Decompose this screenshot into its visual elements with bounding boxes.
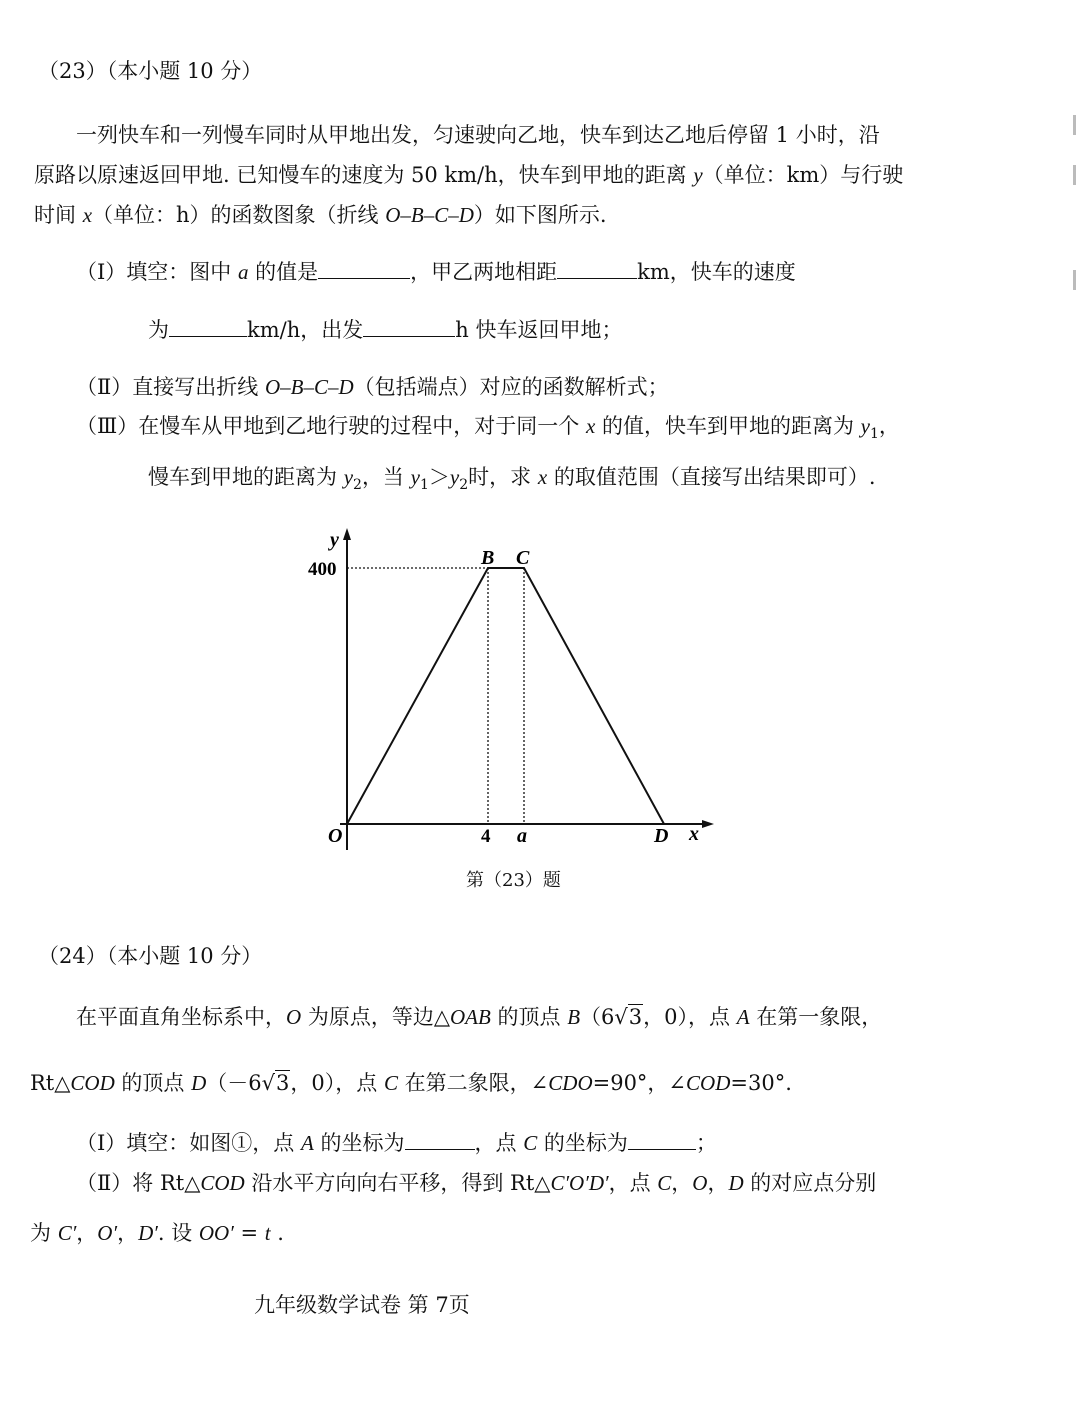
q23-part3-line1: （Ⅲ）在慢车从甲地到乙地行驶的过程中，对于同一个 x 的值，快车到甲地的距离为 $y_1$， <box>76 414 900 443</box>
q23-stem-line1: 一列快车和一列慢车同时从甲地出发，匀速驶向乙地，快车到达乙地后停留 1 小时，沿 <box>76 123 880 147</box>
answer-blank-a[interactable] <box>318 258 410 279</box>
point-label-b: B <box>481 547 495 569</box>
point-label-c: C <box>516 547 530 569</box>
page-footer: 九年级数学试卷 第 7页 <box>254 1293 470 1317</box>
q23-part1-line2: 为 km/h，出发 h 快车返回甲地； <box>148 318 623 342</box>
q24-stem-line2: Rt△COD 的顶点 D（－6√3，0），点 C 在第二象限，∠CDO=90°，∠COD=30°. <box>30 1068 792 1098</box>
q23-stem-line3: 时间 x（单位：h）的函数图象（折线 O–B–C–D）如下图所示. <box>34 203 607 227</box>
q24-header: （24）（本小题 10 分） <box>38 944 263 968</box>
q24-stem-line1: 在平面直角坐标系中，O 为原点，等边△OAB 的顶点 B（6√3，0），点 A 在第一象限， <box>76 1002 882 1032</box>
answer-blank-speed[interactable] <box>169 316 247 337</box>
scan-edge-mark <box>1073 270 1076 290</box>
y-axis-label: y <box>330 529 339 551</box>
sqrt-sign: √3 <box>614 1005 643 1029</box>
q23-header: （23）（本小题 10 分） <box>38 59 263 83</box>
answer-blank-coord-c[interactable] <box>628 1129 696 1150</box>
answer-blank-return-time[interactable] <box>363 316 455 337</box>
graph-polyline-obcd <box>347 568 664 824</box>
q23-stem-line2: 原路以原速返回甲地. 已知慢车的速度为 50 km/h，快车到甲地的距离 y（单位：km）与行驶 <box>34 163 904 187</box>
answer-blank-coord-a[interactable] <box>405 1129 475 1150</box>
point-label-d: D <box>654 825 669 847</box>
x-axis-label: x <box>689 823 699 845</box>
q23-part1-line1: （Ⅰ）填空：图中 a 的值是 ，甲乙两地相距 km，快车的速度 <box>76 260 796 284</box>
origin-label: O <box>328 825 343 847</box>
q23-part2: （Ⅱ）直接写出折线 O–B–C–D（包括端点）对应的函数解析式； <box>76 375 669 399</box>
q23-graph <box>300 522 730 852</box>
x-tick-4: 4 <box>481 826 491 847</box>
q23-part3-line2: 慢车到甲地的距离为 $y_2$，当 $y_1>y_2$时，求 x 的取值范围（直接写出结果即可）. <box>148 465 876 494</box>
scan-edge-mark <box>1073 165 1076 185</box>
y-axis-arrow <box>343 528 351 540</box>
q24-part2-line2: 为 C′，O′，D′. 设 OO′ = t . <box>30 1221 284 1245</box>
x-axis-arrow <box>702 820 714 828</box>
scan-edge-mark <box>1073 115 1076 135</box>
q24-part1: （Ⅰ）填空：如图①，点 A 的坐标为 ，点 C 的坐标为 ； <box>76 1131 717 1155</box>
y-tick-400: 400 <box>308 559 337 580</box>
answer-blank-distance[interactable] <box>557 258 637 279</box>
x-tick-a: a <box>517 825 527 847</box>
q23-figure-caption: 第（23）题 <box>466 870 561 891</box>
sqrt-sign: √3 <box>261 1071 290 1095</box>
q24-part2-line1: （Ⅱ）将 Rt△COD 沿水平方向向右平移，得到 Rt△C′O′D′，点 C，O，D 的对应点分别 <box>76 1171 877 1195</box>
